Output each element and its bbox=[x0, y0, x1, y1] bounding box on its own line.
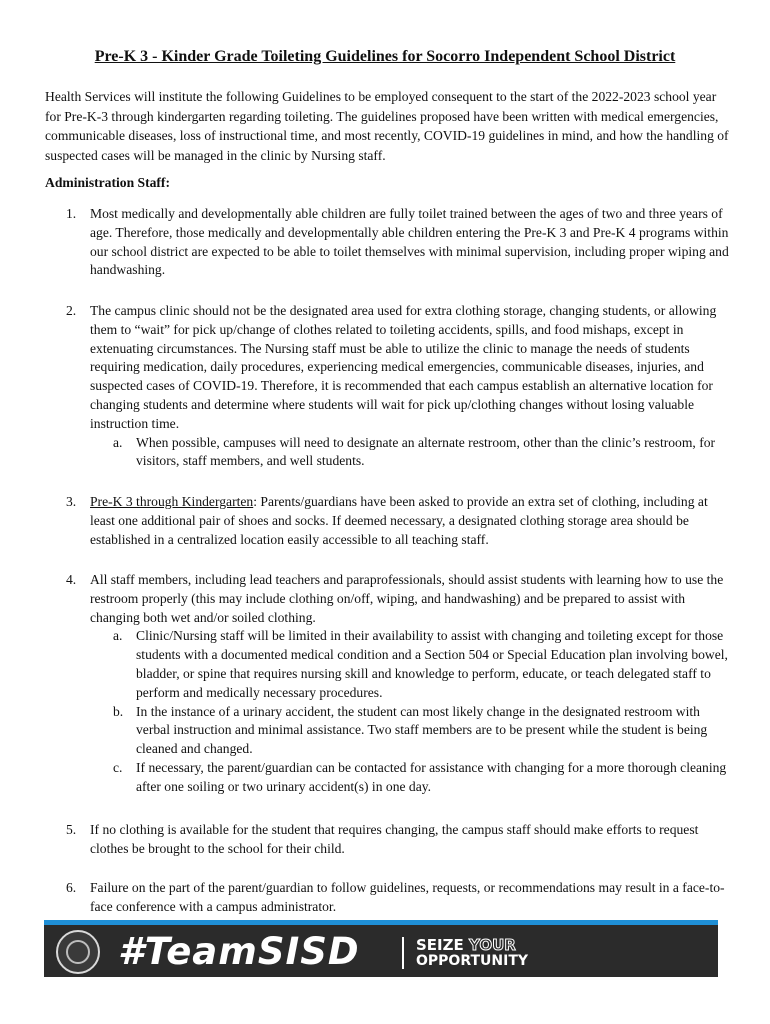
sub-item-4a bbox=[90, 627, 730, 702]
item-text: If no clothing is available for the student that requires changing, the campus staff should make efforts to request clothes be brought to the school for their child. bbox=[90, 822, 699, 856]
sub-item-letter: b. bbox=[113, 703, 124, 719]
sub-item-text: When possible, campuses will need to designate an alternate restroom, other than the clinic’s restroom, for visitors, staff members, and well students. bbox=[136, 434, 716, 469]
sub-item-text: In the instance of a urinary accident, the student can most likely change in the designated restroom with verbal instruction and minimal assistance. Two staff members are to be present while the student is being cleaned and changed. bbox=[136, 703, 708, 757]
item-number: 5. bbox=[66, 822, 77, 837]
item-number: 2. bbox=[66, 303, 77, 318]
sub-item-4b bbox=[90, 703, 730, 759]
district-seal-icon bbox=[56, 930, 100, 974]
page-title: Pre-K 3 - Kinder Grade Toileting Guidelines for Socorro Independent School District bbox=[94, 48, 676, 65]
banner-tagline-line1 bbox=[416, 938, 516, 953]
sub-item-text: Clinic/Nursing staff will be limited in their availability to assist with changing and toileting except for those students with a documented medical condition and a Section 504 or Special Education plan involving bowel, bladder, or spine that requires nursing skill and knowledge to perform, educate, or teach delegated staff to perform and medically necessary procedures. bbox=[136, 628, 728, 700]
item-text: All staff members, including lead teachers and paraprofessionals, should assist students with learning how to use the restroom properly (this may include clothing on/off, wiping, and handwashing) and be prepared to assist with changing both wet and/or soiled clothing. bbox=[90, 572, 724, 625]
item-lead-underlined: Pre-K 3 through Kindergarten bbox=[90, 494, 254, 509]
sub-item-4c bbox=[90, 759, 730, 797]
sub-item-text: If necessary, the parent/guardian can be contacted for assistance with changing for a more thorough cleaning after one soiling or two urinary accident(s) in one day. bbox=[136, 759, 727, 794]
section-heading: Administration Staff: bbox=[45, 175, 170, 190]
sub-item-letter: a. bbox=[113, 434, 123, 450]
banner-tagline-line2: OPPORTUNITY bbox=[416, 953, 529, 969]
item-number: 1. bbox=[66, 206, 77, 221]
sub-item-2a bbox=[90, 434, 730, 472]
banner-divider bbox=[402, 937, 404, 969]
item-number: 3. bbox=[66, 494, 77, 509]
banner-hashtag: #TeamSISD bbox=[118, 930, 360, 973]
tagline-your: YOUR bbox=[469, 936, 516, 954]
item-text: Most medically and developmentally able children are fully toilet trained between the ages of two and three years of age. Therefore, those medically and developmentally able children entering the Pre-K 3 and Pre-K 4 programs within our school district are expected to be able to toilet themselves with minimal supervision, including proper wiping and handwashing. bbox=[90, 206, 729, 278]
item-number: 6. bbox=[66, 880, 77, 895]
sub-item-letter: c. bbox=[113, 759, 123, 775]
intro-paragraph: Health Services will institute the following Guidelines to be employed consequent to the start of the 2022-2023 school year for Pre-K-3 through kindergarten regarding toileting. The guidelines proposed have been written with medical emergencies, communicable diseases, loss of instructional time, and most recently, COVID-19 guidelines in mind, and how the handling of suspected cases will be managed in the clinic by Nursing staff. bbox=[45, 89, 729, 163]
item-text: Failure on the part of the parent/guardian to follow guidelines, requests, or recommendations may result in a face-to-face conference with a campus administrator. bbox=[90, 880, 725, 914]
item-text: The campus clinic should not be the designated area used for extra clothing storage, changing students, or allowing them to “wait” for pick up/change of clothes related to toileting accidents, spills, and food mishaps, except in extenuating circumstances. The Nursing staff must be able to utilize the clinic to manage the needs of students requiring medication, daily procedures, experiencing medical emergencies, communicable diseases, injuries, and suspected cases of COVID-19. Therefore, it is recommended that each campus establish an alternative location for changing students and determine where students will wait for pick up/clothing changes without losing valuable instruction time. bbox=[90, 303, 717, 431]
item-text: : Parents/guardians have been asked to provide an extra set of clothing, including at least one additional pair of shoes and socks. If deemed necessary, a designated clothing storage area should be established in a centralized location easily accessible to all teaching staff. bbox=[90, 494, 708, 547]
sub-item-letter: a. bbox=[113, 628, 123, 644]
tagline-seize: SEIZE bbox=[416, 936, 464, 954]
item-number: 4. bbox=[66, 572, 77, 587]
footer-banner bbox=[44, 920, 718, 977]
